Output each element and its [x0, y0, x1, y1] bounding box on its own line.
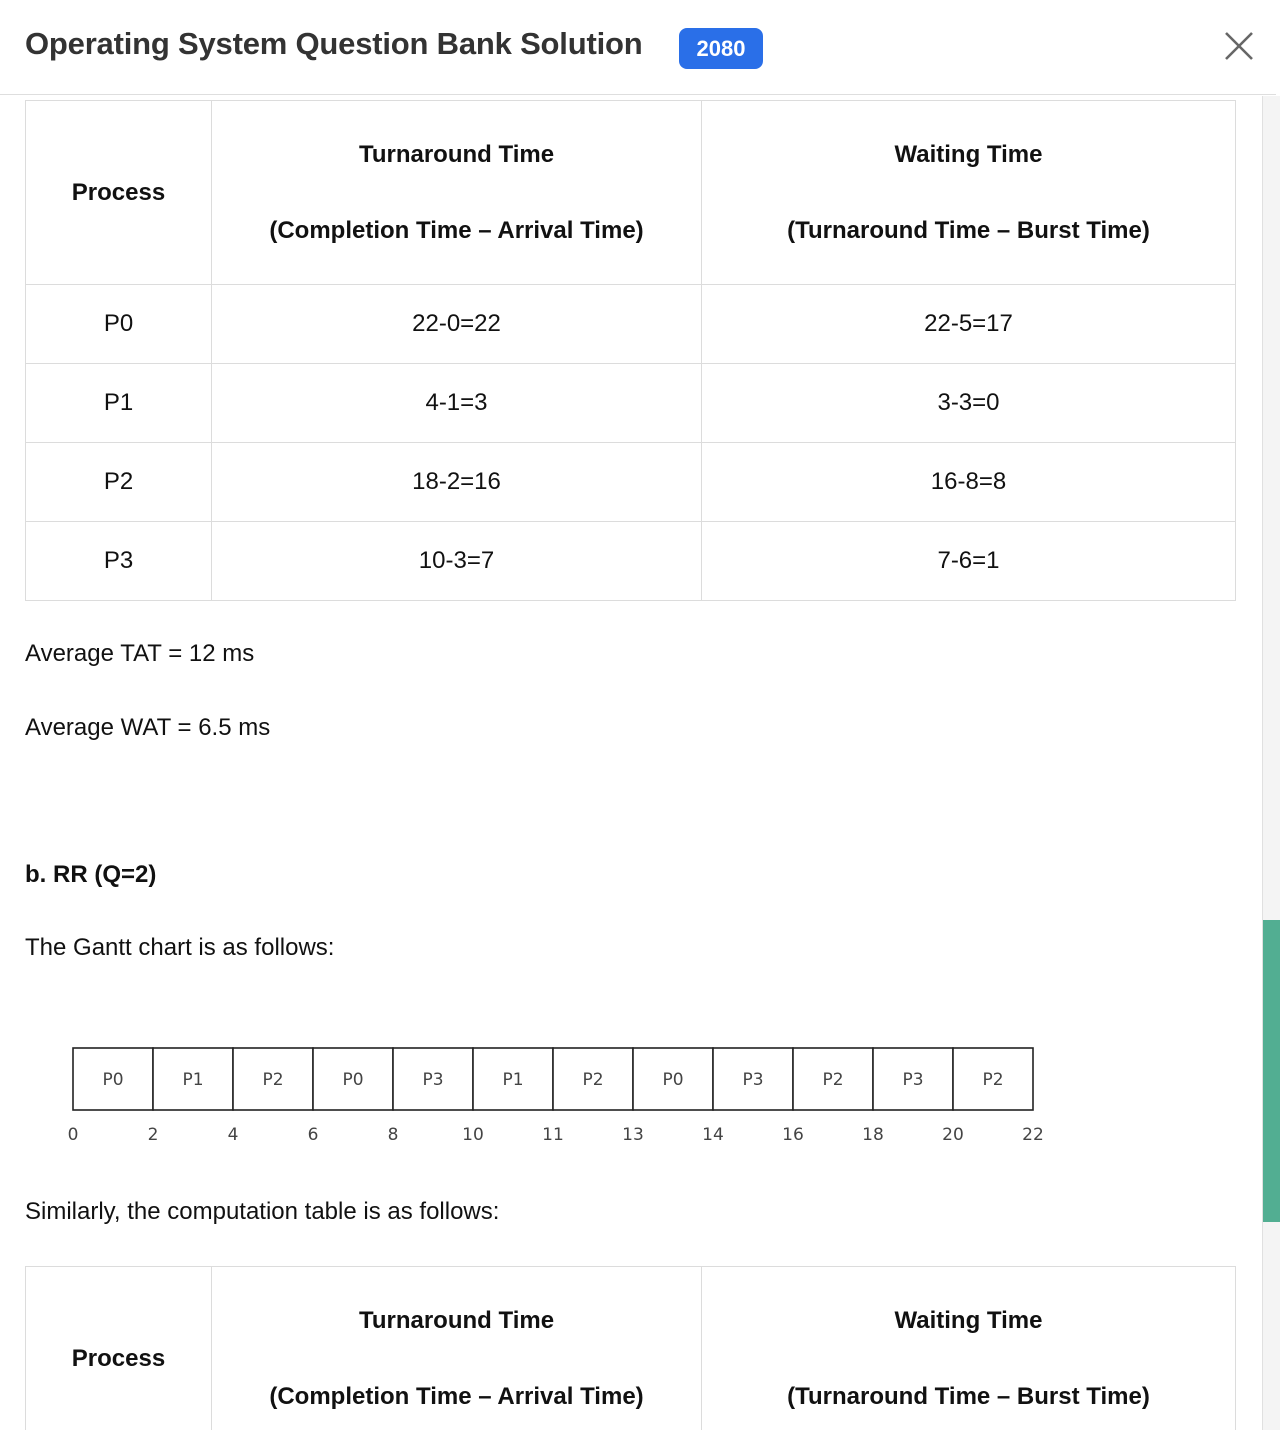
column-header-process: Process: [26, 1267, 212, 1430]
gantt-block-label: P3: [422, 1070, 444, 1090]
cell-turnaround: 18-2=16: [212, 443, 702, 522]
gantt-block-p2: [233, 1048, 313, 1110]
scrollbar[interactable]: [1262, 96, 1280, 1430]
turnaround-formula: (Completion Time – Arrival Time): [269, 216, 644, 244]
gantt-block-label: P3: [742, 1070, 764, 1090]
section-heading-rr: b. RR (Q=2): [25, 861, 157, 888]
cell-process: P0: [26, 285, 212, 364]
cell-turnaround: 10-3=7: [212, 522, 702, 601]
gantt-chart-svg: [60, 1044, 1050, 1144]
column-header-turnaround: [212, 101, 702, 285]
cell-waiting: 3-3=0: [702, 364, 1236, 443]
gantt-block-p0: [633, 1048, 713, 1110]
fcfs-computation-table: [25, 100, 1236, 601]
gantt-block-p3: [713, 1048, 793, 1110]
close-icon: [1220, 27, 1258, 65]
waiting-title: Waiting Time: [894, 1306, 1043, 1334]
table-header-row: [26, 1267, 1236, 1430]
gantt-block-p2: [553, 1048, 633, 1110]
gantt-tick-label: 6: [307, 1125, 319, 1144]
year-badge: 2080: [679, 28, 763, 69]
gantt-block-p3: [393, 1048, 473, 1110]
gantt-block-label: P1: [502, 1070, 524, 1090]
close-button[interactable]: [1220, 27, 1258, 65]
gantt-block-p0: [313, 1048, 393, 1110]
gantt-block-p1: [473, 1048, 553, 1110]
table-row: [26, 364, 1236, 443]
average-tat: Average TAT = 12 ms: [25, 640, 255, 667]
gantt-tick-label: 18: [862, 1125, 884, 1144]
cell-process: P1: [26, 364, 212, 443]
cell-waiting: 16-8=8: [702, 443, 1236, 522]
table-intro-text: Similarly, the computation table is as follows:: [25, 1198, 500, 1225]
gantt-block-p0: [73, 1048, 153, 1110]
turnaround-title: Turnaround Time: [358, 140, 555, 168]
turnaround-formula: (Completion Time – Arrival Time): [269, 1382, 644, 1410]
table-row: [26, 285, 1236, 364]
gantt-tick-label: 14: [702, 1125, 724, 1144]
gantt-block-label: P0: [662, 1070, 684, 1090]
modal-header: [0, 0, 1276, 95]
gantt-block-label: P1: [182, 1070, 204, 1090]
gantt-tick-label: 13: [622, 1125, 644, 1144]
gantt-tick-label: 22: [1022, 1125, 1044, 1144]
gantt-tick-label: 10: [462, 1125, 484, 1144]
modal-title: Operating System Question Bank Solution: [25, 26, 643, 61]
gantt-block-p2: [793, 1048, 873, 1110]
gantt-tick-label: 0: [67, 1125, 79, 1144]
average-wat: Average WAT = 6.5 ms: [25, 714, 271, 741]
cell-waiting: 22-5=17: [702, 285, 1236, 364]
table-row: [26, 522, 1236, 601]
cell-process: P3: [26, 522, 212, 601]
gantt-tick-label: 11: [542, 1125, 564, 1144]
gantt-tick-label: 4: [227, 1125, 239, 1144]
gantt-intro-text: The Gantt chart is as follows:: [25, 934, 335, 961]
gantt-tick-label: 2: [147, 1125, 159, 1144]
gantt-tick-label: 8: [387, 1125, 399, 1144]
table-header-row: [26, 101, 1236, 285]
column-header-waiting: [702, 101, 1236, 285]
gantt-block-label: P2: [982, 1070, 1004, 1090]
waiting-title: Waiting Time: [894, 140, 1043, 168]
cell-turnaround: 4-1=3: [212, 364, 702, 443]
gantt-tick-label: 20: [942, 1125, 964, 1144]
gantt-block-label: P0: [342, 1070, 364, 1090]
column-header-waiting: [702, 1267, 1236, 1430]
cell-process: P2: [26, 443, 212, 522]
cell-turnaround: 22-0=22: [212, 285, 702, 364]
gantt-block-label: P3: [902, 1070, 924, 1090]
gantt-tick-label: 16: [782, 1125, 804, 1144]
table-row: [26, 443, 1236, 522]
waiting-formula: (Turnaround Time – Burst Time): [787, 216, 1150, 244]
gantt-chart: [60, 1044, 1050, 1144]
gantt-block-label: P2: [582, 1070, 604, 1090]
cell-waiting: 7-6=1: [702, 522, 1236, 601]
gantt-block-label: P2: [262, 1070, 284, 1090]
gantt-block-label: P0: [102, 1070, 124, 1090]
gantt-block-p3: [873, 1048, 953, 1110]
modal-body: [0, 96, 1262, 1430]
gantt-block-label: P2: [822, 1070, 844, 1090]
rr-computation-table: [25, 1266, 1236, 1430]
waiting-formula: (Turnaround Time – Burst Time): [787, 1382, 1150, 1410]
column-header-turnaround: [212, 1267, 702, 1430]
column-header-process: Process: [26, 101, 212, 285]
gantt-block-p1: [153, 1048, 233, 1110]
scrollbar-thumb[interactable]: [1263, 920, 1280, 1222]
turnaround-title: Turnaround Time: [358, 1306, 555, 1334]
gantt-block-p2: [953, 1048, 1033, 1110]
